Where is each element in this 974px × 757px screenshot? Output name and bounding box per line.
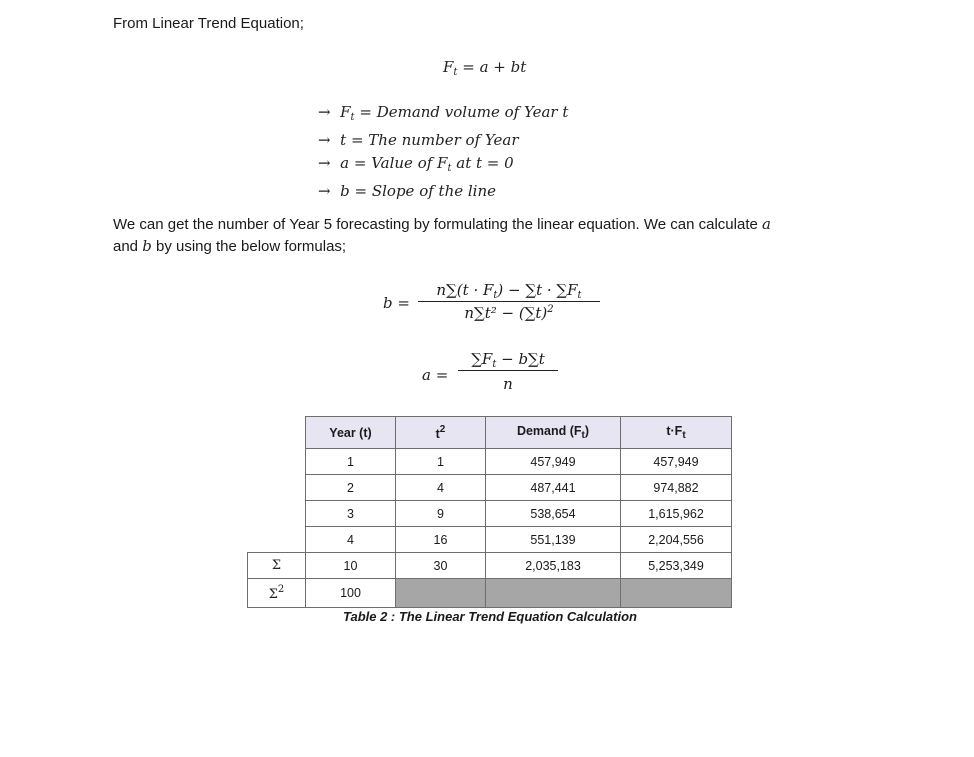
paragraph-var-a: a	[762, 215, 771, 233]
cell-tf: 457,949	[621, 449, 732, 475]
sumsq-label-sup: 2	[277, 584, 285, 595]
sum-row	[248, 553, 732, 579]
table-row	[248, 475, 732, 501]
sum-demand: 2,035,183	[486, 553, 621, 579]
cell-tsq: 4	[396, 475, 486, 501]
header-year: Year (t)	[306, 417, 396, 449]
definition-var: F	[340, 103, 351, 121]
sumsq-label	[248, 579, 306, 608]
intro-text: From Linear Trend Equation;	[113, 15, 304, 32]
header-tf	[621, 417, 732, 449]
gray-cell	[621, 579, 732, 608]
formula-b-lhs: b =	[383, 294, 410, 312]
definition-var: a	[340, 154, 350, 172]
definition-var: b	[340, 182, 350, 200]
cell-tf: 1,615,962	[621, 501, 732, 527]
fraction-bar	[458, 370, 558, 371]
sum-year: 10	[306, 553, 396, 579]
formula-b-num-sub: t	[577, 290, 582, 301]
definition-var-sub: t	[350, 112, 355, 123]
table-header-row	[248, 417, 732, 449]
table-caption: Table 2 : The Linear Trend Equation Calculation	[343, 609, 637, 624]
formula-b-den-part: n∑t² − (∑t)	[464, 304, 548, 322]
sumsq-row	[248, 579, 732, 608]
fraction-bar	[418, 301, 600, 302]
definition-text: = The number of Year	[350, 131, 519, 149]
paragraph-line-2	[113, 235, 346, 258]
definition-text-sub: t	[447, 163, 452, 174]
formula-b-fraction	[418, 281, 600, 322]
formula-b-numerator	[418, 281, 600, 301]
table-corner-blank	[248, 417, 306, 449]
cell-demand: 538,654	[486, 501, 621, 527]
paragraph-text: by using the below formulas;	[151, 238, 347, 255]
main-equation-lhs-sub: t	[453, 67, 458, 78]
definition-item	[318, 152, 568, 180]
definition-item	[318, 129, 568, 152]
definition-text: = Demand volume of Year t	[359, 103, 569, 121]
formula-b-denominator	[418, 304, 600, 322]
sum-tsq: 30	[396, 553, 486, 579]
definition-text: = Value of F	[353, 154, 448, 172]
formula-a-num-sub: t	[492, 359, 497, 370]
cell-year: 3	[306, 501, 396, 527]
cell-year: 1	[306, 449, 396, 475]
formula-b-num-sub: t	[493, 290, 498, 301]
formula-a-fraction	[458, 350, 558, 393]
sumsq-label-text: Σ	[268, 587, 278, 602]
formula-a-num-part: ∑F	[471, 350, 493, 368]
formula-a-denominator: n	[503, 375, 513, 393]
cell-demand: 487,441	[486, 475, 621, 501]
cell-tsq: 16	[396, 527, 486, 553]
table-row	[248, 501, 732, 527]
formula-a-numerator	[458, 350, 558, 370]
paragraph-text: We can get the number of Year 5 forecasting by formulating the linear equation. We can calculate	[113, 216, 763, 233]
cell-demand: 457,949	[486, 449, 621, 475]
gray-cell	[396, 579, 486, 608]
table-row	[248, 449, 732, 475]
sum-tf: 5,253,349	[621, 553, 732, 579]
header-demand	[486, 417, 621, 449]
formula-b-num-part: ) − ∑t · ∑F	[497, 281, 578, 299]
header-demand-close: )	[584, 424, 590, 438]
header-tf-sub: t	[682, 430, 686, 441]
cell-tf: 2,204,556	[621, 527, 732, 553]
cell-year: 4	[306, 527, 396, 553]
definition-item	[318, 101, 568, 129]
arrow-icon: →	[318, 182, 331, 200]
gray-cell	[486, 579, 621, 608]
formula-a-lhs: a =	[422, 366, 449, 384]
definition-text: = Slope of the line	[354, 182, 497, 200]
definition-text-tail: at t = 0	[451, 154, 514, 172]
header-tsq	[396, 417, 486, 449]
header-tsq-label: t	[435, 427, 440, 441]
calculation-table	[247, 416, 732, 608]
formula-a-num-part: − b∑t	[496, 350, 545, 368]
cell-tf: 974,882	[621, 475, 732, 501]
cell-tsq: 9	[396, 501, 486, 527]
header-tf-label: t·F	[666, 424, 683, 438]
sum-label: Σ	[248, 553, 306, 579]
cell-year: 2	[306, 475, 396, 501]
arrow-icon: →	[318, 154, 331, 172]
main-equation-rhs: = a + bt	[462, 58, 527, 76]
table-row	[248, 527, 732, 553]
definition-item	[318, 180, 568, 203]
definitions-list	[318, 101, 568, 203]
formula-b-num-part: n∑(t · F	[436, 281, 494, 299]
header-tsq-sup: 2	[439, 424, 446, 435]
main-equation-lhs: F	[443, 58, 454, 76]
arrow-icon: →	[318, 103, 331, 121]
paragraph-var-b: b	[142, 237, 152, 255]
header-demand-sub: t	[581, 430, 585, 441]
arrow-icon: →	[318, 131, 331, 149]
row-label-blank	[248, 449, 306, 475]
paragraph-line-1	[113, 213, 771, 236]
row-label-blank	[248, 475, 306, 501]
formula-b-den-sup: 2	[547, 304, 554, 315]
definition-var: t	[340, 131, 347, 149]
cell-demand: 551,139	[486, 527, 621, 553]
main-equation	[443, 58, 526, 78]
row-label-blank	[248, 501, 306, 527]
paragraph-text: and	[113, 238, 143, 255]
cell-tsq: 1	[396, 449, 486, 475]
sumsq-year: 100	[306, 579, 396, 608]
header-demand-label: Demand (F	[516, 424, 582, 438]
row-label-blank	[248, 527, 306, 553]
